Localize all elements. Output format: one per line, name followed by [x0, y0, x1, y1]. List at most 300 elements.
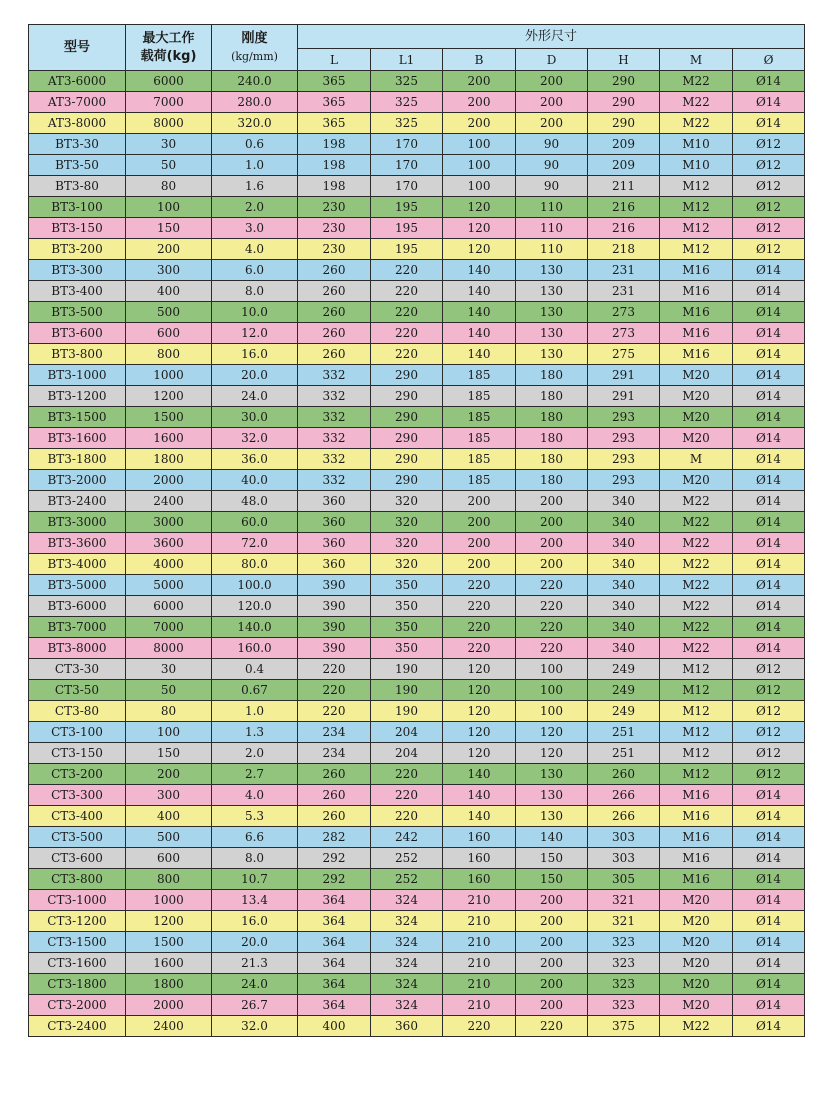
- cell-stiffness: 16.0: [212, 344, 298, 365]
- cell-max-load: 2400: [126, 491, 212, 512]
- cell-L: 390: [298, 617, 371, 638]
- cell-M: M16: [660, 281, 733, 302]
- cell-M: M12: [660, 218, 733, 239]
- cell-max-load: 7000: [126, 92, 212, 113]
- cell-D: 140: [516, 827, 588, 848]
- cell-B: 185: [443, 470, 516, 491]
- table-row: [29, 848, 805, 869]
- cell-stiffness: 30.0: [212, 407, 298, 428]
- header-stiffness: [212, 25, 298, 71]
- cell-D: 130: [516, 785, 588, 806]
- cell-H: 231: [588, 281, 660, 302]
- cell-D: 180: [516, 407, 588, 428]
- cell-model: CT3-1000: [29, 890, 126, 911]
- cell-M: M: [660, 449, 733, 470]
- cell-B: 140: [443, 302, 516, 323]
- cell-H: 340: [588, 554, 660, 575]
- cell-L1: 350: [371, 575, 443, 596]
- table-row: [29, 785, 805, 806]
- cell-B: 120: [443, 680, 516, 701]
- cell-L1: 290: [371, 428, 443, 449]
- cell-L: 360: [298, 554, 371, 575]
- cell-model: CT3-300: [29, 785, 126, 806]
- cell-model: BT3-30: [29, 134, 126, 155]
- cell-D: 90: [516, 134, 588, 155]
- cell-D: 220: [516, 617, 588, 638]
- cell-M: M16: [660, 806, 733, 827]
- cell-max-load: 300: [126, 785, 212, 806]
- cell-L: 390: [298, 638, 371, 659]
- table-row: [29, 92, 805, 113]
- cell-stiffness: 20.0: [212, 932, 298, 953]
- cell-model: BT3-8000: [29, 638, 126, 659]
- cell-B: 220: [443, 638, 516, 659]
- cell-L1: 204: [371, 722, 443, 743]
- cell-L: 365: [298, 71, 371, 92]
- cell-B: 140: [443, 260, 516, 281]
- cell-D: 200: [516, 533, 588, 554]
- cell-H: 340: [588, 512, 660, 533]
- cell-H: 323: [588, 995, 660, 1016]
- cell-M: M22: [660, 491, 733, 512]
- cell-H: 340: [588, 533, 660, 554]
- cell-stiffness: 280.0: [212, 92, 298, 113]
- table-row: [29, 701, 805, 722]
- header-row-top: [29, 25, 805, 49]
- cell-M: M16: [660, 302, 733, 323]
- cell-model: AT3-7000: [29, 92, 126, 113]
- cell-H: 340: [588, 617, 660, 638]
- cell-model: AT3-6000: [29, 71, 126, 92]
- cell-D: 180: [516, 470, 588, 491]
- cell-B: 200: [443, 71, 516, 92]
- cell-stiffness: 16.0: [212, 911, 298, 932]
- cell-dia: Ø12: [733, 743, 805, 764]
- cell-model: BT3-500: [29, 302, 126, 323]
- header-dim-B: B: [443, 49, 516, 71]
- cell-B: 200: [443, 533, 516, 554]
- cell-H: 293: [588, 449, 660, 470]
- cell-D: 200: [516, 92, 588, 113]
- cell-max-load: 100: [126, 197, 212, 218]
- cell-B: 210: [443, 932, 516, 953]
- cell-B: 185: [443, 407, 516, 428]
- cell-D: 150: [516, 869, 588, 890]
- cell-dia: Ø14: [733, 260, 805, 281]
- cell-dia: Ø14: [733, 806, 805, 827]
- cell-D: 90: [516, 155, 588, 176]
- cell-L: 365: [298, 113, 371, 134]
- cell-L1: 252: [371, 869, 443, 890]
- cell-M: M22: [660, 113, 733, 134]
- cell-max-load: 8000: [126, 638, 212, 659]
- cell-stiffness: 3.0: [212, 218, 298, 239]
- cell-B: 120: [443, 722, 516, 743]
- header-max-load-line1: 最大工作: [142, 30, 195, 46]
- cell-B: 185: [443, 386, 516, 407]
- cell-L: 332: [298, 449, 371, 470]
- cell-L1: 220: [371, 785, 443, 806]
- cell-D: 200: [516, 113, 588, 134]
- cell-H: 375: [588, 1016, 660, 1037]
- cell-dia: Ø14: [733, 953, 805, 974]
- cell-B: 160: [443, 827, 516, 848]
- cell-max-load: 600: [126, 323, 212, 344]
- cell-dia: Ø14: [733, 470, 805, 491]
- cell-L1: 324: [371, 953, 443, 974]
- cell-L1: 320: [371, 491, 443, 512]
- cell-L: 220: [298, 680, 371, 701]
- cell-model: BT3-50: [29, 155, 126, 176]
- cell-max-load: 400: [126, 806, 212, 827]
- cell-B: 120: [443, 197, 516, 218]
- cell-L: 230: [298, 218, 371, 239]
- cell-D: 200: [516, 974, 588, 995]
- cell-M: M22: [660, 1016, 733, 1037]
- cell-B: 100: [443, 134, 516, 155]
- table-row: [29, 470, 805, 491]
- cell-dia: Ø14: [733, 575, 805, 596]
- cell-max-load: 8000: [126, 113, 212, 134]
- cell-B: 100: [443, 155, 516, 176]
- cell-L: 260: [298, 806, 371, 827]
- cell-stiffness: 12.0: [212, 323, 298, 344]
- cell-max-load: 6000: [126, 71, 212, 92]
- cell-B: 210: [443, 890, 516, 911]
- cell-L1: 324: [371, 932, 443, 953]
- cell-max-load: 150: [126, 218, 212, 239]
- cell-B: 210: [443, 911, 516, 932]
- cell-dia: Ø12: [733, 197, 805, 218]
- cell-stiffness: 6.6: [212, 827, 298, 848]
- cell-dia: Ø14: [733, 92, 805, 113]
- cell-dia: Ø14: [733, 995, 805, 1016]
- cell-dia: Ø14: [733, 911, 805, 932]
- cell-L1: 190: [371, 701, 443, 722]
- cell-L1: 324: [371, 890, 443, 911]
- cell-max-load: 3000: [126, 512, 212, 533]
- cell-H: 249: [588, 680, 660, 701]
- cell-L1: 320: [371, 554, 443, 575]
- table-row: [29, 869, 805, 890]
- cell-D: 130: [516, 302, 588, 323]
- cell-M: M12: [660, 743, 733, 764]
- cell-D: 90: [516, 176, 588, 197]
- cell-model: BT3-3600: [29, 533, 126, 554]
- cell-H: 321: [588, 890, 660, 911]
- cell-stiffness: 160.0: [212, 638, 298, 659]
- cell-max-load: 50: [126, 680, 212, 701]
- cell-D: 100: [516, 680, 588, 701]
- cell-stiffness: 4.0: [212, 785, 298, 806]
- table-row: [29, 134, 805, 155]
- cell-L: 360: [298, 491, 371, 512]
- cell-L: 364: [298, 911, 371, 932]
- cell-D: 200: [516, 71, 588, 92]
- cell-dia: Ø14: [733, 869, 805, 890]
- cell-model: BT3-80: [29, 176, 126, 197]
- cell-L: 260: [298, 764, 371, 785]
- table-row: [29, 638, 805, 659]
- table-row: [29, 932, 805, 953]
- cell-D: 120: [516, 722, 588, 743]
- cell-L: 230: [298, 239, 371, 260]
- cell-B: 140: [443, 281, 516, 302]
- cell-stiffness: 6.0: [212, 260, 298, 281]
- cell-max-load: 150: [126, 743, 212, 764]
- cell-M: M16: [660, 323, 733, 344]
- cell-max-load: 200: [126, 764, 212, 785]
- cell-dia: Ø12: [733, 722, 805, 743]
- cell-L1: 242: [371, 827, 443, 848]
- cell-L: 220: [298, 659, 371, 680]
- cell-dia: Ø14: [733, 1016, 805, 1037]
- cell-L1: 220: [371, 764, 443, 785]
- cell-D: 130: [516, 281, 588, 302]
- cell-L: 234: [298, 722, 371, 743]
- cell-L1: 324: [371, 995, 443, 1016]
- cell-model: BT3-600: [29, 323, 126, 344]
- table-row: [29, 827, 805, 848]
- cell-stiffness: 24.0: [212, 974, 298, 995]
- cell-D: 130: [516, 806, 588, 827]
- cell-model: BT3-1800: [29, 449, 126, 470]
- cell-L: 400: [298, 1016, 371, 1037]
- cell-L1: 350: [371, 596, 443, 617]
- table-row: [29, 323, 805, 344]
- cell-model: CT3-80: [29, 701, 126, 722]
- cell-max-load: 2400: [126, 1016, 212, 1037]
- cell-model: BT3-7000: [29, 617, 126, 638]
- cell-H: 260: [588, 764, 660, 785]
- table-row: [29, 428, 805, 449]
- cell-D: 200: [516, 554, 588, 575]
- cell-L1: 360: [371, 1016, 443, 1037]
- cell-max-load: 2000: [126, 470, 212, 491]
- cell-B: 120: [443, 218, 516, 239]
- table-row: [29, 218, 805, 239]
- cell-L1: 220: [371, 281, 443, 302]
- cell-H: 266: [588, 806, 660, 827]
- cell-D: 220: [516, 638, 588, 659]
- cell-dia: Ø12: [733, 680, 805, 701]
- cell-D: 220: [516, 596, 588, 617]
- cell-model: BT3-800: [29, 344, 126, 365]
- cell-H: 249: [588, 701, 660, 722]
- cell-L: 292: [298, 848, 371, 869]
- cell-dia: Ø12: [733, 659, 805, 680]
- cell-M: M20: [660, 974, 733, 995]
- cell-L1: 350: [371, 617, 443, 638]
- cell-B: 210: [443, 974, 516, 995]
- cell-model: CT3-1600: [29, 953, 126, 974]
- cell-model: CT3-600: [29, 848, 126, 869]
- spec-table: [28, 24, 805, 1037]
- cell-M: M22: [660, 533, 733, 554]
- cell-L: 332: [298, 407, 371, 428]
- cell-dia: Ø14: [733, 974, 805, 995]
- cell-L1: 325: [371, 92, 443, 113]
- table-row: [29, 386, 805, 407]
- cell-L: 292: [298, 869, 371, 890]
- cell-dia: Ø14: [733, 71, 805, 92]
- cell-dia: Ø14: [733, 323, 805, 344]
- cell-D: 200: [516, 911, 588, 932]
- header-dim-M: M: [660, 49, 733, 71]
- cell-model: CT3-1800: [29, 974, 126, 995]
- cell-model: CT3-800: [29, 869, 126, 890]
- cell-model: CT3-100: [29, 722, 126, 743]
- cell-D: 200: [516, 995, 588, 1016]
- cell-L1: 195: [371, 197, 443, 218]
- cell-max-load: 300: [126, 260, 212, 281]
- cell-H: 216: [588, 218, 660, 239]
- cell-H: 290: [588, 92, 660, 113]
- cell-H: 293: [588, 470, 660, 491]
- cell-H: 303: [588, 848, 660, 869]
- cell-L1: 252: [371, 848, 443, 869]
- cell-stiffness: 1.0: [212, 155, 298, 176]
- cell-stiffness: 120.0: [212, 596, 298, 617]
- table-row: [29, 344, 805, 365]
- cell-model: BT3-2000: [29, 470, 126, 491]
- cell-B: 140: [443, 764, 516, 785]
- cell-H: 303: [588, 827, 660, 848]
- cell-L: 260: [298, 281, 371, 302]
- cell-H: 291: [588, 365, 660, 386]
- cell-B: 160: [443, 869, 516, 890]
- table-row: [29, 449, 805, 470]
- cell-D: 150: [516, 848, 588, 869]
- cell-max-load: 1800: [126, 974, 212, 995]
- cell-dia: Ø14: [733, 386, 805, 407]
- cell-max-load: 30: [126, 659, 212, 680]
- cell-dia: Ø14: [733, 113, 805, 134]
- cell-H: 293: [588, 428, 660, 449]
- cell-max-load: 3600: [126, 533, 212, 554]
- cell-L1: 290: [371, 470, 443, 491]
- cell-H: 321: [588, 911, 660, 932]
- cell-B: 200: [443, 92, 516, 113]
- cell-stiffness: 0.4: [212, 659, 298, 680]
- cell-model: BT3-3000: [29, 512, 126, 533]
- cell-M: M22: [660, 596, 733, 617]
- cell-H: 273: [588, 302, 660, 323]
- cell-L: 390: [298, 596, 371, 617]
- header-max-load: [126, 25, 212, 71]
- cell-stiffness: 8.0: [212, 281, 298, 302]
- cell-L: 282: [298, 827, 371, 848]
- table-row: [29, 554, 805, 575]
- cell-B: 185: [443, 449, 516, 470]
- cell-M: M20: [660, 470, 733, 491]
- cell-B: 220: [443, 575, 516, 596]
- cell-stiffness: 4.0: [212, 239, 298, 260]
- cell-model: CT3-30: [29, 659, 126, 680]
- cell-M: M22: [660, 92, 733, 113]
- cell-L: 260: [298, 344, 371, 365]
- cell-L1: 325: [371, 113, 443, 134]
- cell-L1: 204: [371, 743, 443, 764]
- cell-max-load: 80: [126, 176, 212, 197]
- cell-D: 200: [516, 932, 588, 953]
- cell-stiffness: 60.0: [212, 512, 298, 533]
- cell-B: 160: [443, 848, 516, 869]
- cell-L: 332: [298, 386, 371, 407]
- cell-L: 198: [298, 155, 371, 176]
- cell-stiffness: 32.0: [212, 1016, 298, 1037]
- cell-dia: Ø14: [733, 638, 805, 659]
- table-row: [29, 407, 805, 428]
- cell-M: M20: [660, 386, 733, 407]
- header-dimensions: 外形尺寸: [298, 25, 805, 49]
- cell-M: M12: [660, 239, 733, 260]
- cell-max-load: 200: [126, 239, 212, 260]
- cell-H: 293: [588, 407, 660, 428]
- cell-max-load: 80: [126, 701, 212, 722]
- cell-L: 360: [298, 533, 371, 554]
- cell-M: M12: [660, 176, 733, 197]
- cell-D: 100: [516, 659, 588, 680]
- cell-stiffness: 2.7: [212, 764, 298, 785]
- cell-B: 140: [443, 806, 516, 827]
- cell-model: BT3-6000: [29, 596, 126, 617]
- cell-L: 260: [298, 260, 371, 281]
- cell-L: 332: [298, 470, 371, 491]
- cell-H: 323: [588, 932, 660, 953]
- cell-max-load: 30: [126, 134, 212, 155]
- cell-model: AT3-8000: [29, 113, 126, 134]
- table-row: [29, 680, 805, 701]
- cell-model: CT3-150: [29, 743, 126, 764]
- cell-B: 200: [443, 554, 516, 575]
- cell-M: M16: [660, 827, 733, 848]
- cell-stiffness: 10.0: [212, 302, 298, 323]
- table-row: [29, 281, 805, 302]
- cell-L: 360: [298, 512, 371, 533]
- cell-D: 200: [516, 953, 588, 974]
- cell-dia: Ø12: [733, 134, 805, 155]
- cell-stiffness: 1.0: [212, 701, 298, 722]
- cell-dia: Ø14: [733, 491, 805, 512]
- cell-model: BT3-5000: [29, 575, 126, 596]
- cell-max-load: 50: [126, 155, 212, 176]
- cell-H: 323: [588, 953, 660, 974]
- cell-stiffness: 0.67: [212, 680, 298, 701]
- cell-M: M12: [660, 197, 733, 218]
- header-dim-dia: Ø: [733, 49, 805, 71]
- cell-stiffness: 320.0: [212, 113, 298, 134]
- cell-D: 130: [516, 260, 588, 281]
- cell-max-load: 7000: [126, 617, 212, 638]
- cell-model: BT3-2400: [29, 491, 126, 512]
- cell-L: 390: [298, 575, 371, 596]
- table-row: [29, 533, 805, 554]
- cell-model: CT3-2000: [29, 995, 126, 1016]
- cell-model: BT3-1500: [29, 407, 126, 428]
- cell-L1: 170: [371, 176, 443, 197]
- cell-M: M22: [660, 638, 733, 659]
- cell-B: 185: [443, 365, 516, 386]
- table-row: [29, 911, 805, 932]
- header-stiffness-line2: (kg/mm): [231, 49, 278, 63]
- table-body: [29, 71, 805, 1037]
- cell-L1: 290: [371, 449, 443, 470]
- table-row: [29, 764, 805, 785]
- cell-dia: Ø14: [733, 365, 805, 386]
- table-row: [29, 365, 805, 386]
- cell-D: 120: [516, 743, 588, 764]
